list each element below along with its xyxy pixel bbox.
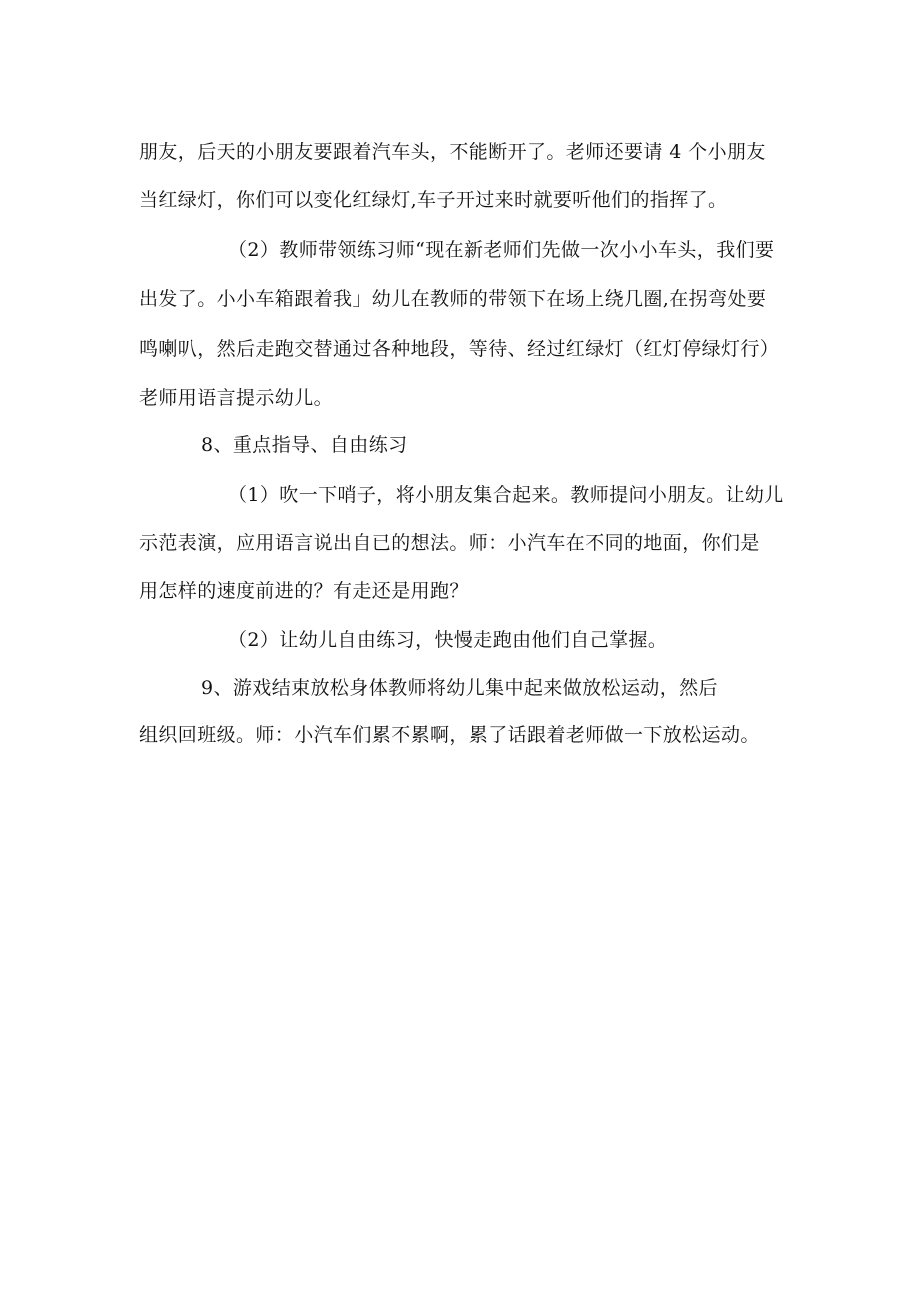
text-line: 示范表演，应用语言说出自已的想法。师：小汽车在不同的地面，你们是 xyxy=(139,532,760,554)
text-line: 出发了。小小车箱跟着我」幼儿在教师的带领下在场上绕几圈,在拐弯处要 xyxy=(139,288,767,310)
section-heading: 9、游戏结束放松身体教师将幼儿集中起来做放松运动，然后 xyxy=(201,677,718,699)
text-line: 鸣喇叭，然后走跑交替通过各种地段，等待、经过红绿灯（红灯停绿灯行） xyxy=(139,338,780,360)
section-heading: 8、重点指导、自由练习 xyxy=(201,434,408,456)
text-line: 朋友，后天的小朋友要跟着汽车头，不能断开了。老师还要请 4 个小朋友 xyxy=(139,141,766,163)
text-line: （1）吹一下哨子，将小朋友集合起来。教师提问小朋友。让幼儿 xyxy=(228,484,784,506)
text-line: 组织回班级。师：小汽车们累不累啊，累了话跟着老师做一下放松运动。 xyxy=(139,724,760,746)
text-line: （2）教师带领练习师“现在新老师们先做一次小小车头，我们要 xyxy=(228,239,775,261)
text-line: 老师用语言提示幼儿。 xyxy=(139,387,334,409)
text-line: 当红绿灯，你们可以变化红绿灯,车子开过来时就要听他们的指挥了。 xyxy=(139,189,728,211)
text-line: （2）让幼儿自由练习，快慢走跑由他们自己掌握。 xyxy=(228,629,668,651)
text-line: 用怎样的速度前进的？有走还是用跑？ xyxy=(139,580,469,602)
